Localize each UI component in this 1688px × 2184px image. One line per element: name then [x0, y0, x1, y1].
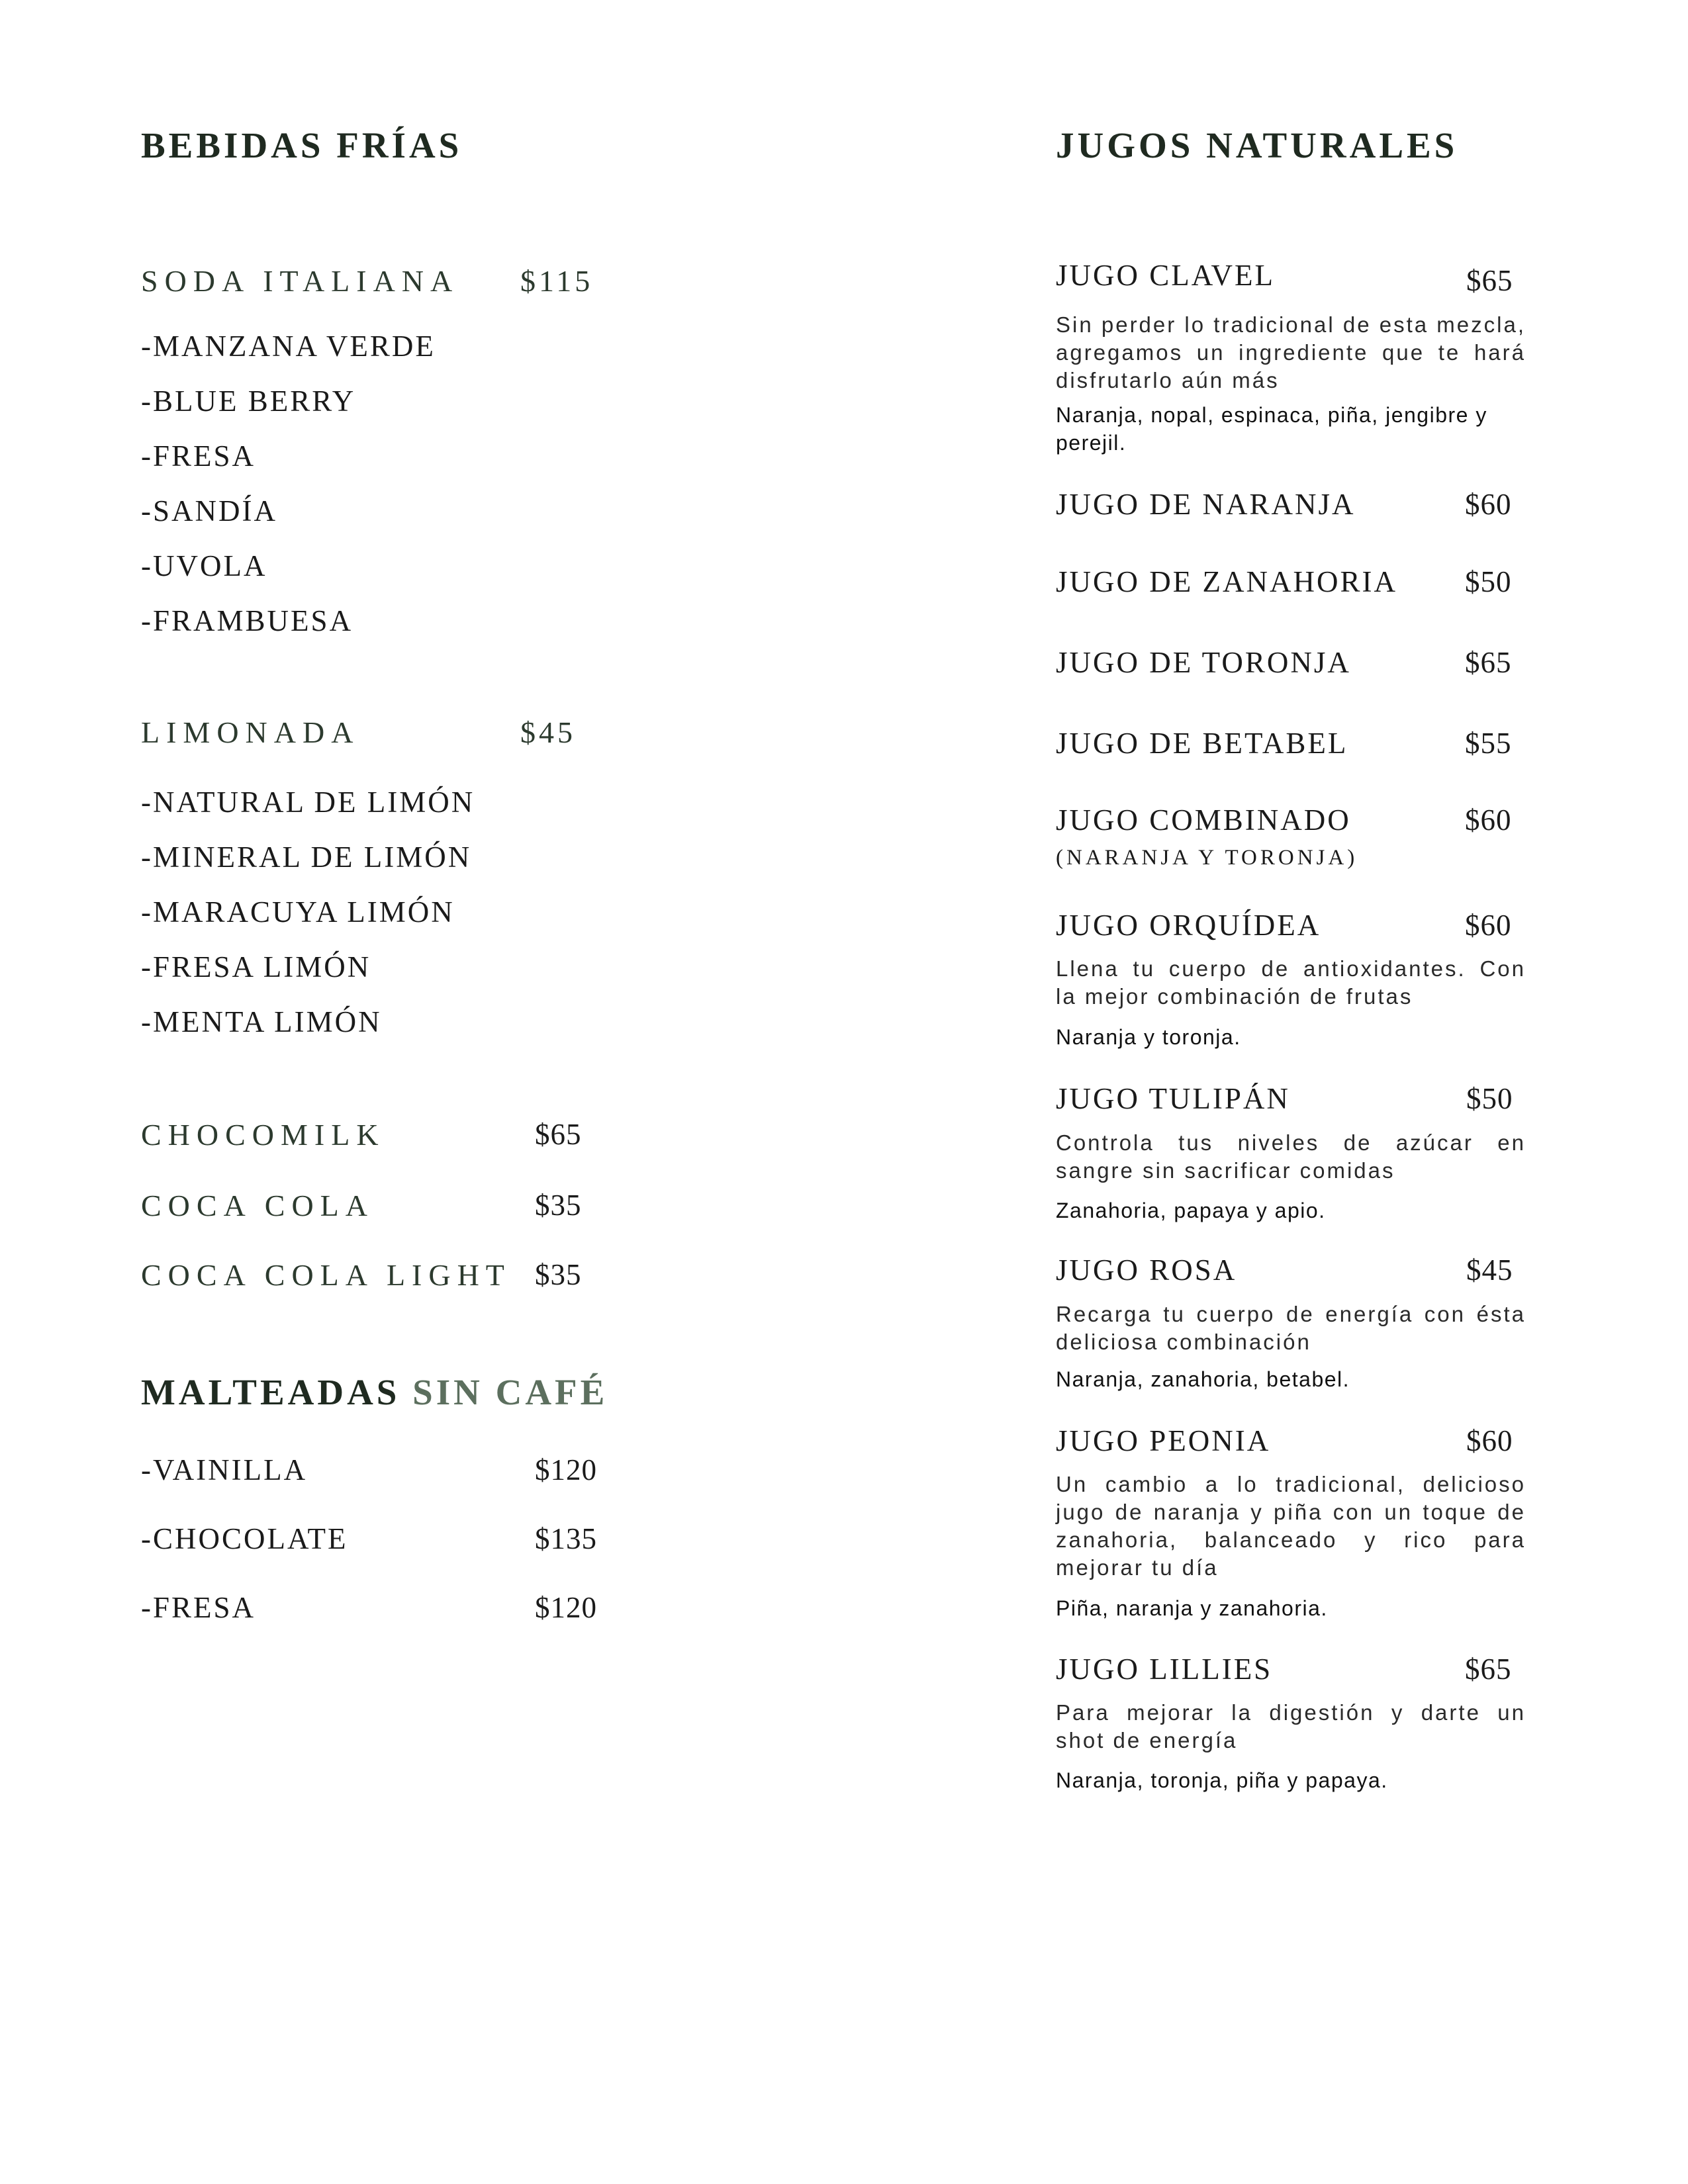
flavor-item: -SANDÍA [141, 494, 277, 527]
juice-description: Para mejorar la digestión y darte un shot de energía [1056, 1700, 1526, 1752]
menu-item-name: -FRESA [141, 1591, 256, 1624]
juice-description: Un cambio a lo tradicional, delicioso jugo de naranja y piña con un toque de zanahoria, balanceado y rico para mejorar tu día [1056, 1472, 1526, 1580]
juice-description: Recarga tu cuerpo de energía con ésta deliciosa combinación [1056, 1302, 1526, 1354]
juice-price: $60 [1465, 488, 1512, 521]
flavor-item: -MANZANA VERDE [141, 330, 436, 363]
menu-item-price: $135 [535, 1522, 597, 1555]
juice-ingredients: Piña, naranja y zanahoria. [1056, 1596, 1328, 1620]
juice-description: Sin perder lo tradicional de esta mezcla, agregamos un ingrediente que te hará disfrutarlo aún más [1056, 312, 1526, 392]
juice-name: JUGO DE ZANAHORIA [1056, 565, 1397, 598]
juice-name: JUGO ROSA [1056, 1253, 1237, 1287]
flavor-item: -UVOLA [141, 549, 267, 582]
juice-price: $50 [1465, 565, 1512, 598]
juice-description: Controla tus niveles de azúcar en sangre sin sacrificar comidas [1056, 1130, 1526, 1183]
juice-name: JUGO COMBINADO [1056, 803, 1351, 837]
juice-name: JUGO DE BETABEL [1056, 727, 1348, 760]
juice-price: $60 [1465, 909, 1512, 942]
menu-item-name: -CHOCOLATE [141, 1522, 348, 1555]
section-title-bebidas-frias: BEBIDAS FRÍAS [141, 125, 463, 165]
menu-item-name: CHOCOMILK [141, 1118, 385, 1152]
section-title-jugos-naturales: JUGOS NATURALES [1056, 125, 1458, 165]
flavor-item: -FRESA LIMÓN [141, 950, 371, 983]
menu-item-price: $120 [535, 1453, 597, 1486]
menu-item-name: LIMONADA [141, 715, 360, 749]
menu-item-price: $45 [520, 715, 576, 749]
flavor-item: -NATURAL DE LIMÓN [141, 786, 475, 819]
juice-name: JUGO DE NARANJA [1056, 488, 1356, 521]
flavor-item: -BLUE BERRY [141, 385, 356, 418]
menu-item-name: COCA COLA [141, 1189, 374, 1222]
juice-price: $65 [1466, 264, 1513, 297]
flavor-item: -MENTA LIMÓN [141, 1005, 382, 1038]
flavor-item: -MARACUYA LIMÓN [141, 895, 455, 929]
flavor-item: -FRESA [141, 439, 256, 473]
juice-ingredients: Naranja, nopal, espinaca, piña, jengibre y perejil. [1056, 403, 1487, 455]
juice-price: $60 [1465, 803, 1512, 837]
juice-ingredients: Naranja, toronja, piña y papaya. [1056, 1768, 1388, 1792]
menu-item-price: $115 [520, 264, 594, 298]
juice-price: $50 [1466, 1082, 1513, 1115]
menu-item-name: COCA COLA LIGHT [141, 1258, 511, 1292]
menu-item-name: SODA ITALIANA [141, 264, 459, 298]
juice-price: $55 [1465, 727, 1512, 760]
juice-name: JUGO LILLIES [1056, 1653, 1273, 1686]
section-title-malteadas [141, 1371, 608, 1413]
juice-name: JUGO ORQUÍDEA [1056, 909, 1321, 942]
juice-name: JUGO TULIPÁN [1056, 1082, 1290, 1115]
menu-item-price: $120 [535, 1591, 597, 1624]
menu-item-price: $35 [535, 1189, 582, 1222]
juice-price: $45 [1466, 1253, 1513, 1287]
menu-item-name: -VAINILLA [141, 1453, 308, 1486]
juice-subtitle: (NARANJA Y TORONJA) [1056, 846, 1358, 870]
juice-price: $65 [1465, 1653, 1512, 1686]
juice-price: $65 [1465, 646, 1512, 679]
flavor-item: -MINERAL DE LIMÓN [141, 841, 472, 874]
section-title-muted: SIN CAFÉ [412, 1372, 608, 1412]
menu-item-price: $35 [535, 1258, 582, 1291]
menu-item-price: $65 [535, 1118, 582, 1151]
juice-name: JUGO DE TORONJA [1056, 646, 1351, 679]
juice-price: $60 [1466, 1424, 1513, 1457]
juice-name: JUGO PEONIA [1056, 1424, 1271, 1457]
juice-description: Llena tu cuerpo de antioxidantes. Con la mejor combinación de frutas [1056, 956, 1526, 1009]
juice-ingredients: Zanahoria, papaya y apio. [1056, 1199, 1326, 1222]
juice-name: JUGO CLAVEL [1056, 259, 1275, 292]
juice-ingredients: Naranja y toronja. [1056, 1025, 1241, 1049]
flavor-item: -FRAMBUESA [141, 604, 353, 637]
juice-ingredients: Naranja, zanahoria, betabel. [1056, 1367, 1350, 1391]
section-title-main: MALTEADAS [141, 1372, 400, 1412]
